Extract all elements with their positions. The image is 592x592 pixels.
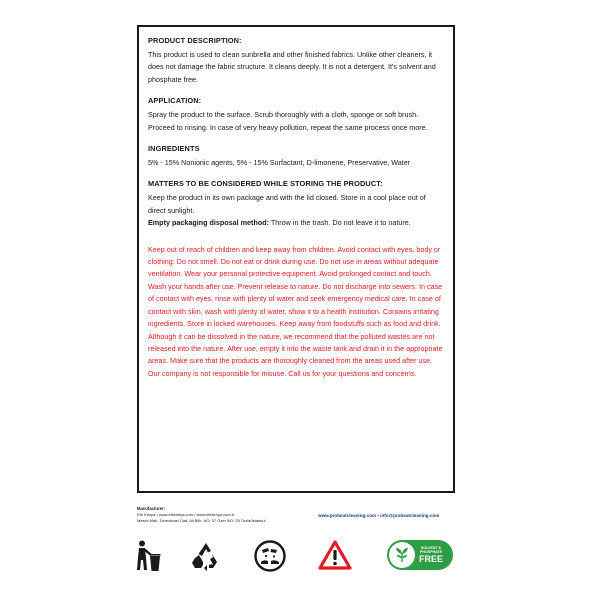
manufacturer-label: Manufacturer: [137, 506, 165, 511]
storage-title: MATTERS TO BE CONSIDERED WHILE STORING THE PRODUCT: [148, 179, 383, 189]
storage-body: Keep the product in its own package and with the lid closed. Store in a cool place out of direct sunlight. [148, 193, 426, 215]
manufacturer-line2: Mescit Mah. Demokrasi Cad. Ali Bilir. NO: 37 Özer NO: 28 Tuzla/İstanbul [137, 518, 266, 523]
manufacturer-block [137, 506, 266, 524]
description-body: This product is used to clean sunbrella and other finished fabrics. Unlike other cleaners, it does not damage the fabric structure. It cleans deeply. It is not a detergent. It's solvent and phosphate free. [148, 50, 436, 84]
description-title: PRODUCT DESCRIPTION: [148, 36, 242, 45]
ingredients-body: 5% - 15% Nonionic agents, 5% - 15% Surfactant, D-limonene, Preservative, Water [148, 158, 411, 168]
solvent-free-badge [387, 540, 453, 570]
application-title: APPLICATION: [148, 96, 202, 106]
badge-line1: SOLVENT & [420, 545, 442, 550]
ingredients-title: INGREDIENTS [148, 144, 200, 154]
label-panel [137, 25, 455, 493]
corrosive-icon [254, 540, 286, 572]
disposal-text: Throw in the trash. Do not leave it to nature. [269, 218, 411, 228]
safety-warning: Keep out of reach of children and keep away from children. Avoid contact with eyes, body or clothing. Do not smell. Do not eat or drink during use. Do not use in areas without adequate ventilation. Wear your personal protective equipment. Avoid prolonged contact and touch. Wash your hands after use. Prevent release to nature. Do not discharge into sewers. In case of contact with eyes, rinse with plenty of water and seek emergency medical care. In case of contact with skin, wash with plenty of water, show it to a health institution. Contains irritating ingredients. Store in locked warehouses. Keep away from foodstuffs such as food and drink. Although it can be dissolved in the nature, we recommend that the polluted wastes are not released into the nature. After use, empty it into the waste tank and drain it in the appropriate areas. Make sure that the products are thoroughly cleaned from the areas used after use. Our company is not responsible for misuse. Call us for your questions and concerns. [148, 244, 443, 378]
manufacturer-line1: Efe Kimya • www.efekimya.com / www.efekimya.com.tr [137, 512, 235, 517]
warning-triangle-icon [318, 540, 352, 571]
leaf-icon [389, 542, 415, 568]
application-body: Spray the product to the surface. Scrub thoroughly with a cloth, sponge or soft brush. Proceed to rinsing. In case of very heavy pollution, repeat the same process once more. [148, 110, 428, 132]
disposal-label: Empty packaging disposal method: [148, 218, 270, 228]
badge-free: FREE [419, 554, 444, 565]
disposal-line [148, 217, 444, 229]
trash-disposal-icon [136, 540, 162, 572]
badge-text [419, 546, 443, 565]
contact-links: www.probeatcleaning.com • info@probeatcleaning.com [318, 513, 440, 518]
badge-line2: PHOSPHATE [419, 550, 443, 554]
recycle-icon [190, 541, 222, 571]
